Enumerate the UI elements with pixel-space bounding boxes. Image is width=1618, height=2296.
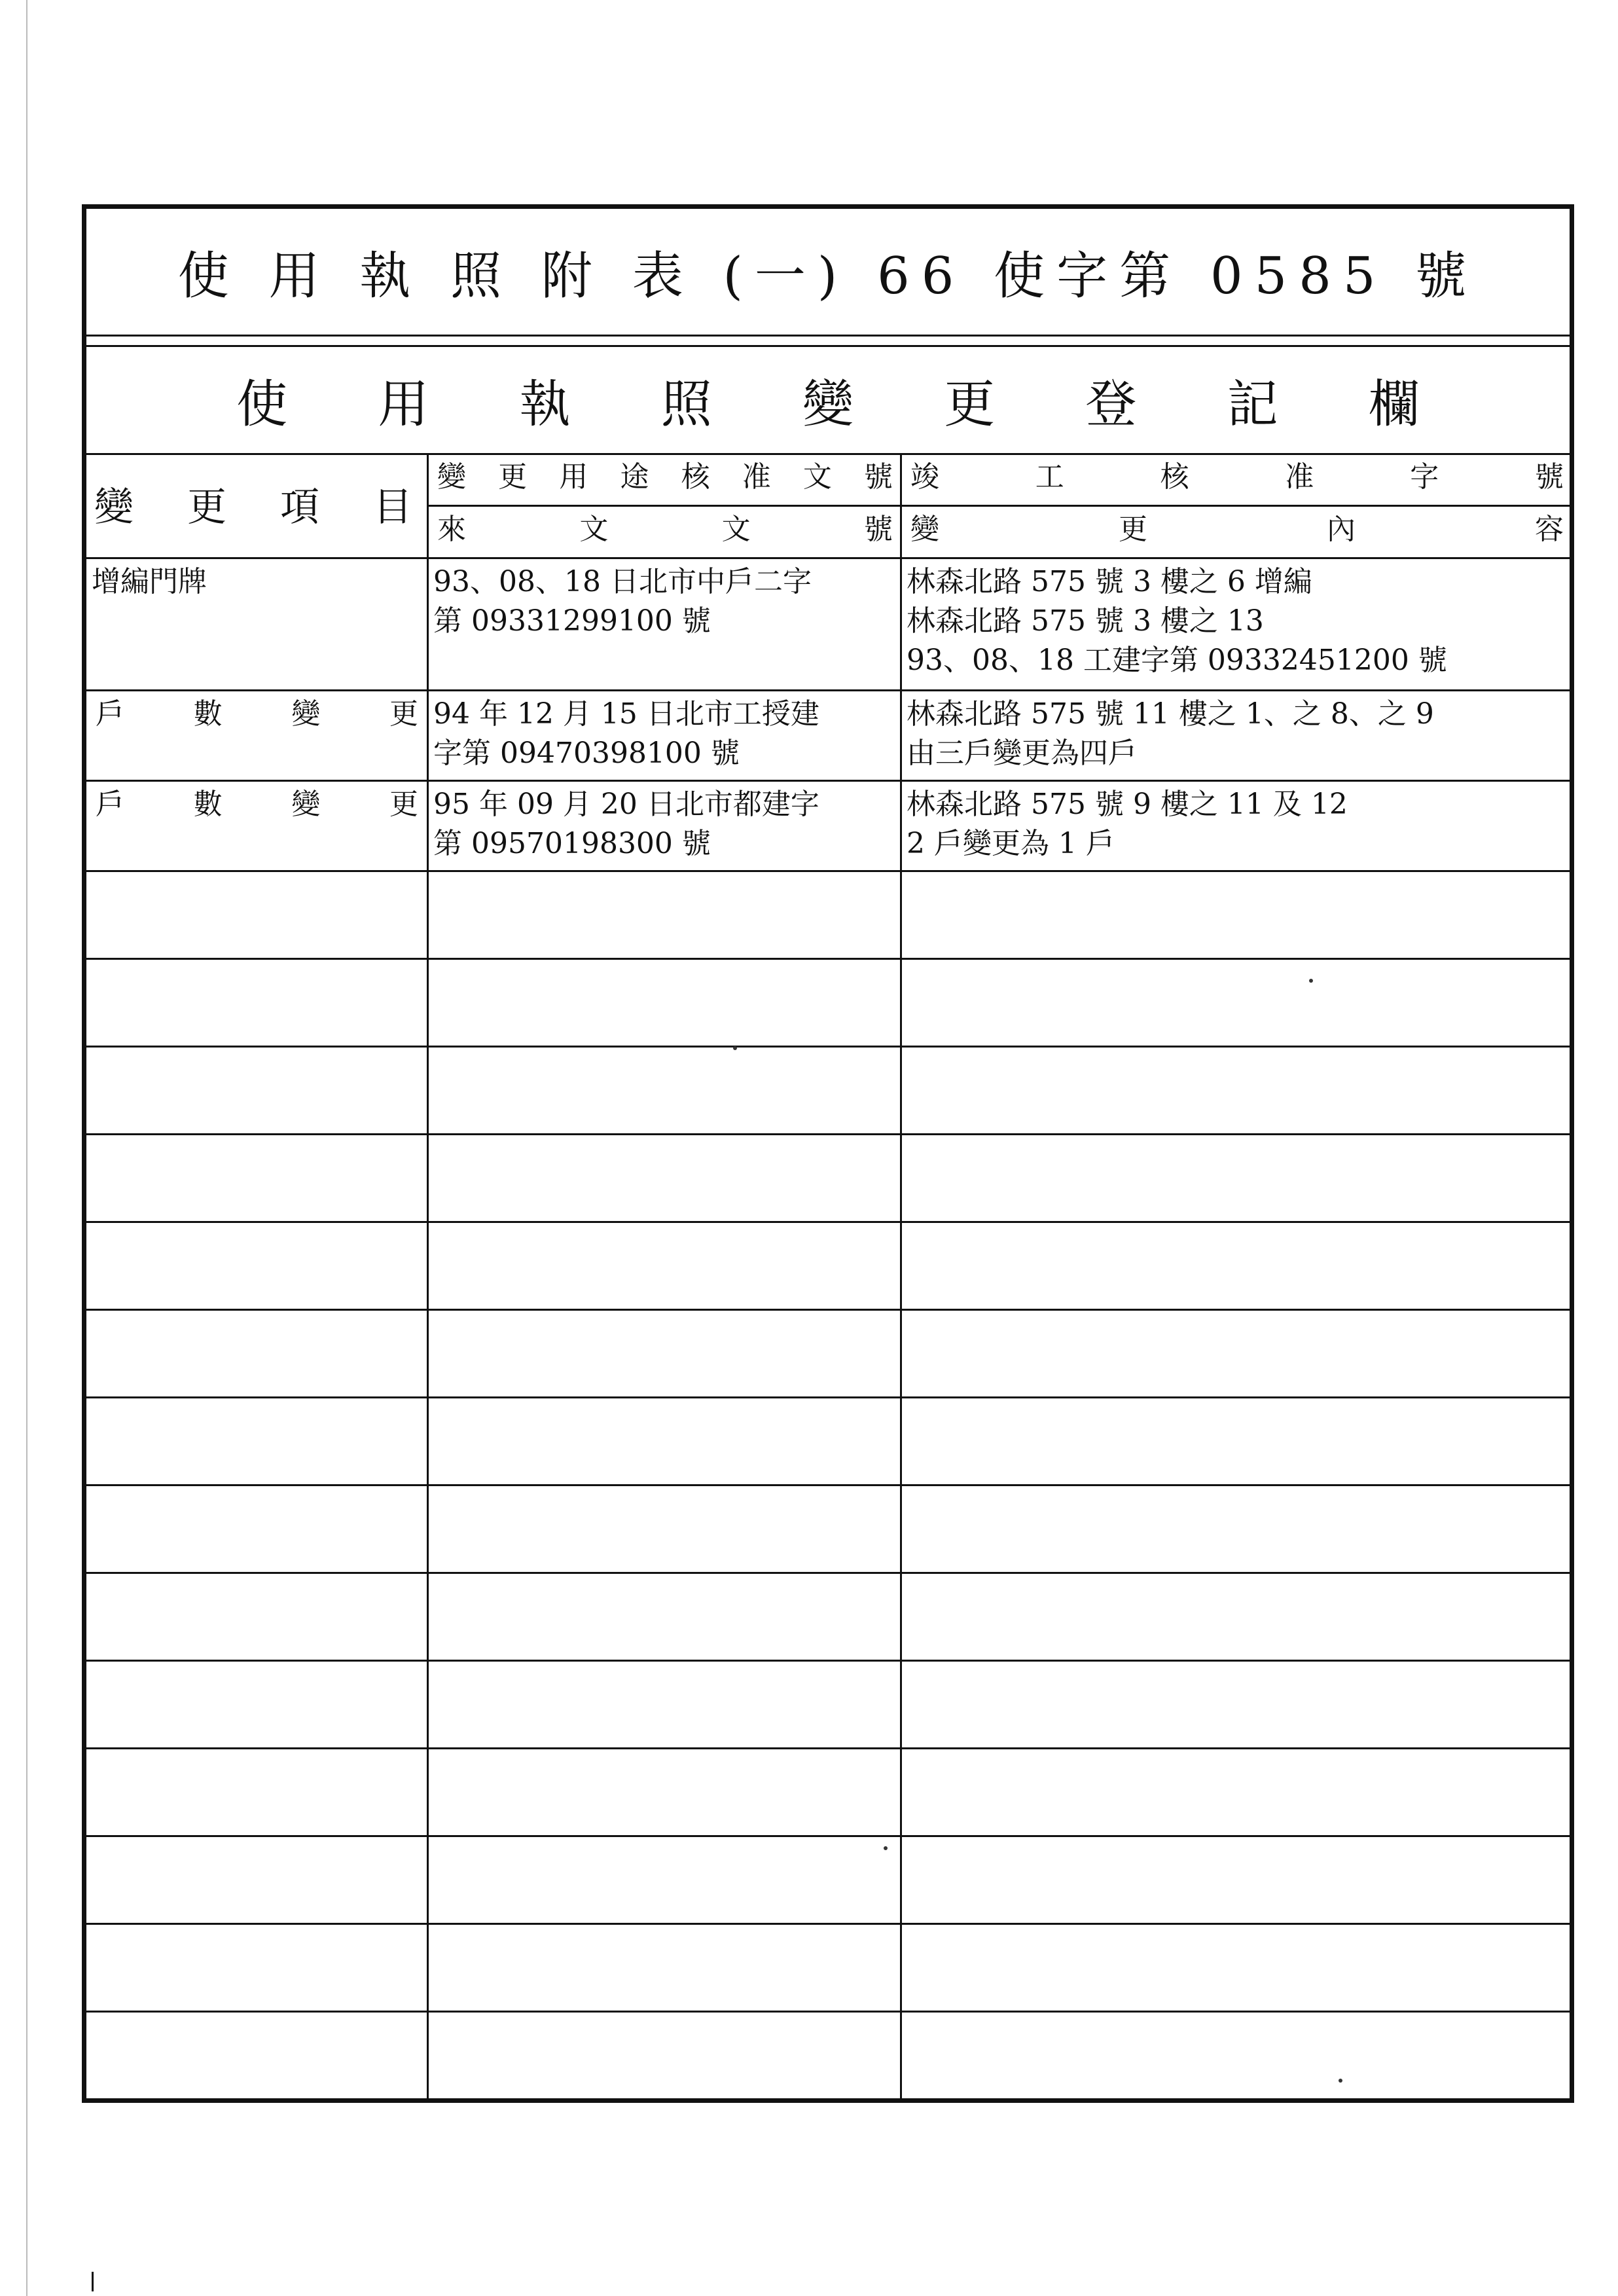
scan-speck bbox=[733, 1046, 737, 1050]
subtitle-char: 記 bbox=[1227, 375, 1278, 434]
table-row-item: 戶 數 變 更 bbox=[96, 788, 418, 821]
header-change-content: 變 更 內 容 bbox=[910, 513, 1564, 546]
row-divider bbox=[86, 1484, 1570, 1486]
table-row-content: 93、08、18 工建字第 09332451200 號 bbox=[907, 644, 1447, 677]
table-row-item: 戶 數 變 更 bbox=[96, 697, 418, 731]
table-row-content: 林森北路 575 號 9 樓之 11 及 12 bbox=[907, 788, 1348, 821]
table-row-doc: 第 09331299100 號 bbox=[433, 604, 711, 638]
header-item: 變 更 項 目 bbox=[94, 484, 412, 530]
row-divider bbox=[86, 1923, 1570, 1925]
table-row-doc: 字第 09470398100 號 bbox=[433, 737, 740, 770]
row-divider bbox=[86, 1572, 1570, 1574]
table-row-content: 林森北路 575 號 11 樓之 1、之 8、之 9 bbox=[907, 697, 1434, 731]
subtitle-char: 使 bbox=[236, 375, 288, 434]
table-row-item: 增編門牌 bbox=[92, 565, 207, 598]
row-divider bbox=[86, 958, 1570, 960]
row-divider bbox=[86, 870, 1570, 872]
table-row-content: 林森北路 575 號 3 樓之 6 增編 bbox=[907, 565, 1312, 598]
subtitle-char: 欄 bbox=[1368, 375, 1420, 434]
form-title: 使 用 執 照 附 表 (一) 66 使字第 0585 號 bbox=[86, 209, 1570, 337]
row-divider bbox=[86, 780, 1570, 782]
scan-speck bbox=[1309, 979, 1313, 983]
scan-speck bbox=[884, 1846, 888, 1850]
table-row-content: 2 戶變更為 1 戶 bbox=[907, 827, 1115, 860]
header-completion-no: 竣 工 核 准 字 號 bbox=[910, 460, 1564, 494]
row-divider bbox=[86, 1660, 1570, 1662]
header-divider bbox=[429, 505, 1574, 507]
form-subtitle bbox=[86, 345, 1570, 455]
subtitle-char: 用 bbox=[378, 375, 429, 434]
column-divider bbox=[900, 455, 902, 2098]
scan-edge-line bbox=[26, 0, 27, 2296]
table-row-content: 由三戶變更為四戶 bbox=[907, 737, 1137, 770]
table-row-doc: 95 年 09 月 20 日北市都建字 bbox=[433, 788, 819, 821]
row-divider bbox=[86, 1221, 1570, 1223]
scan-mark bbox=[92, 2272, 94, 2291]
table-row-doc: 94 年 12 月 15 日北市工授建 bbox=[433, 697, 819, 731]
scan-speck bbox=[1339, 2079, 1342, 2083]
column-divider bbox=[427, 455, 429, 2098]
subtitle-char: 更 bbox=[944, 375, 996, 434]
row-divider bbox=[86, 1309, 1570, 1311]
row-divider bbox=[86, 1835, 1570, 1837]
table-row-content: 林森北路 575 號 3 樓之 13 bbox=[907, 604, 1264, 638]
row-divider bbox=[86, 2011, 1570, 2013]
subtitle-char: 執 bbox=[519, 375, 571, 434]
subtitle-char: 變 bbox=[802, 375, 854, 434]
row-divider bbox=[86, 689, 1570, 691]
subtitle-char: 登 bbox=[1085, 375, 1137, 434]
row-divider bbox=[86, 1133, 1570, 1135]
row-divider bbox=[86, 1396, 1570, 1398]
subtitle-char: 照 bbox=[660, 375, 712, 434]
header-approval-doc: 變 更 用 途 核 准 文 號 bbox=[437, 460, 893, 494]
header-bottom-line bbox=[86, 557, 1570, 559]
row-divider bbox=[86, 1046, 1570, 1048]
header-incoming-doc: 來 文 文 號 bbox=[437, 513, 893, 546]
row-divider bbox=[86, 1747, 1570, 1749]
table-row-doc: 第 09570198300 號 bbox=[433, 827, 711, 860]
usage-license-appendix-form bbox=[82, 204, 1574, 2103]
table-row-doc: 93、08、18 日北市中戶二字 bbox=[433, 565, 812, 598]
